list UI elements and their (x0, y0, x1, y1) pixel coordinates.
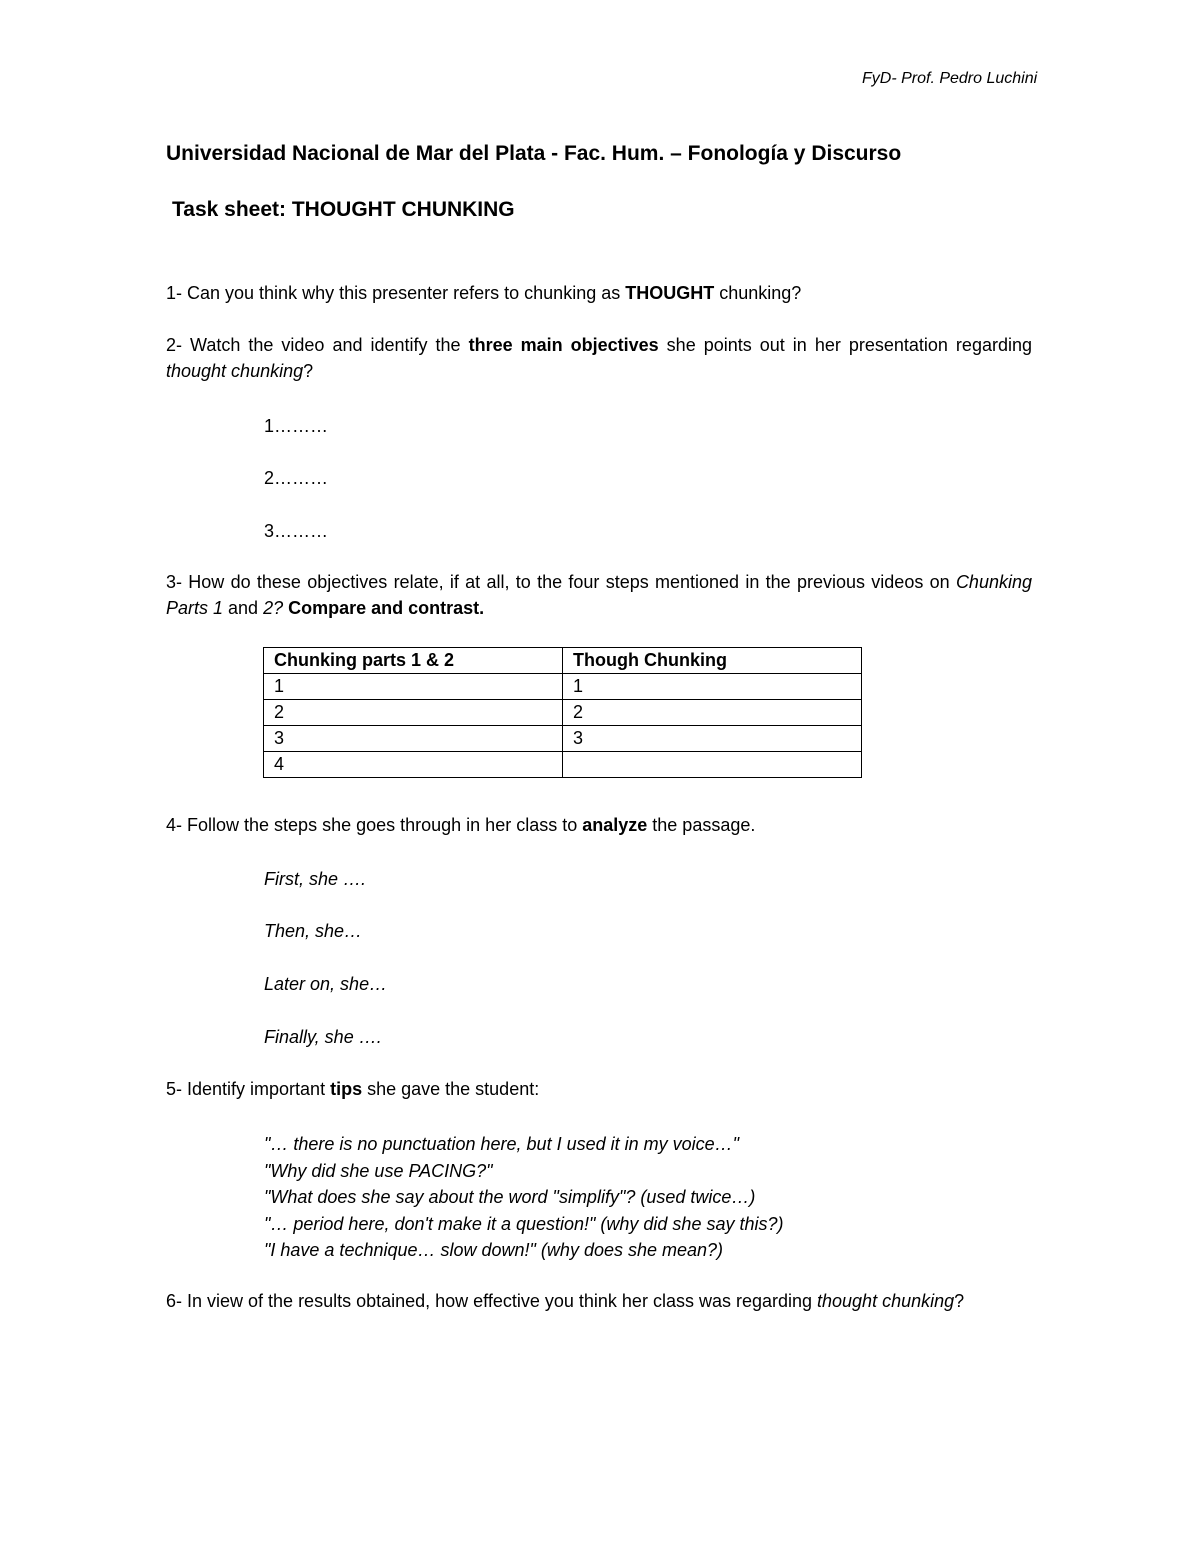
table-cell: 1 (264, 674, 563, 700)
tip-quote: "I have a technique… slow down!" (why does she mean?) (264, 1240, 724, 1260)
table-row (264, 700, 862, 726)
table-row (264, 726, 862, 752)
step-first: First, she …. (264, 869, 367, 889)
objective-blank-1: 1……… (264, 416, 329, 436)
table-header-cell: Though Chunking (563, 648, 862, 674)
table-header-row (264, 648, 862, 674)
table-cell: 1 (563, 674, 862, 700)
table-cell: 2 (264, 700, 563, 726)
table-header-cell: Chunking parts 1 & 2 (264, 648, 563, 674)
table-cell: 2 (563, 700, 862, 726)
tip-quote: "… period here, don't make it a question!" (why did she say this?) (264, 1213, 784, 1234)
question-6: 6- In view of the results obtained, how effective you think her class was regarding thought chunking? (166, 1291, 965, 1311)
tip-quote: "Why did she use PACING?" (264, 1160, 493, 1181)
objective-blank-3: 3……… (264, 521, 329, 541)
page-header: FyD- Prof. Pedro Luchini (862, 70, 1038, 87)
table-cell (563, 752, 862, 778)
question-4: 4- Follow the steps she goes through in her class to analyze the passage. (166, 815, 756, 835)
document-title: Universidad Nacional de Mar del Plata - Fac. Hum. – Fonología y Discurso (166, 142, 902, 165)
step-finally: Finally, she …. (264, 1027, 382, 1047)
tip-quote: "… there is no punctuation here, but I used it in my voice…" (264, 1134, 740, 1154)
table-row (264, 674, 862, 700)
comparison-table (263, 647, 862, 778)
tip-quote: "What does she say about the word "simplify"? (used twice…) (264, 1187, 756, 1207)
objective-blank-2: 2……… (264, 468, 329, 488)
question-5: 5- Identify important tips she gave the student: (166, 1079, 540, 1099)
question-3: 3- How do these objectives relate, if at all, to the four steps mentioned in the previous videos on Chunking Parts 1 and 2? Compare and contrast. (166, 572, 1032, 618)
table-cell: 3 (563, 726, 862, 752)
task-sheet-subtitle: Task sheet: THOUGHT CHUNKING (172, 198, 515, 221)
step-later: Later on, she… (264, 974, 388, 994)
question-1: 1- Can you think why this presenter refers to chunking as THOUGHT chunking? (166, 283, 802, 303)
question-2: 2- Watch the video and identify the three main objectives she points out in her presentation regarding thought chunking? (166, 335, 1032, 381)
tips-list (264, 1131, 783, 1264)
table-cell: 3 (264, 726, 563, 752)
table-row (264, 752, 862, 778)
step-then: Then, she… (264, 921, 363, 941)
table-cell: 4 (264, 752, 563, 778)
